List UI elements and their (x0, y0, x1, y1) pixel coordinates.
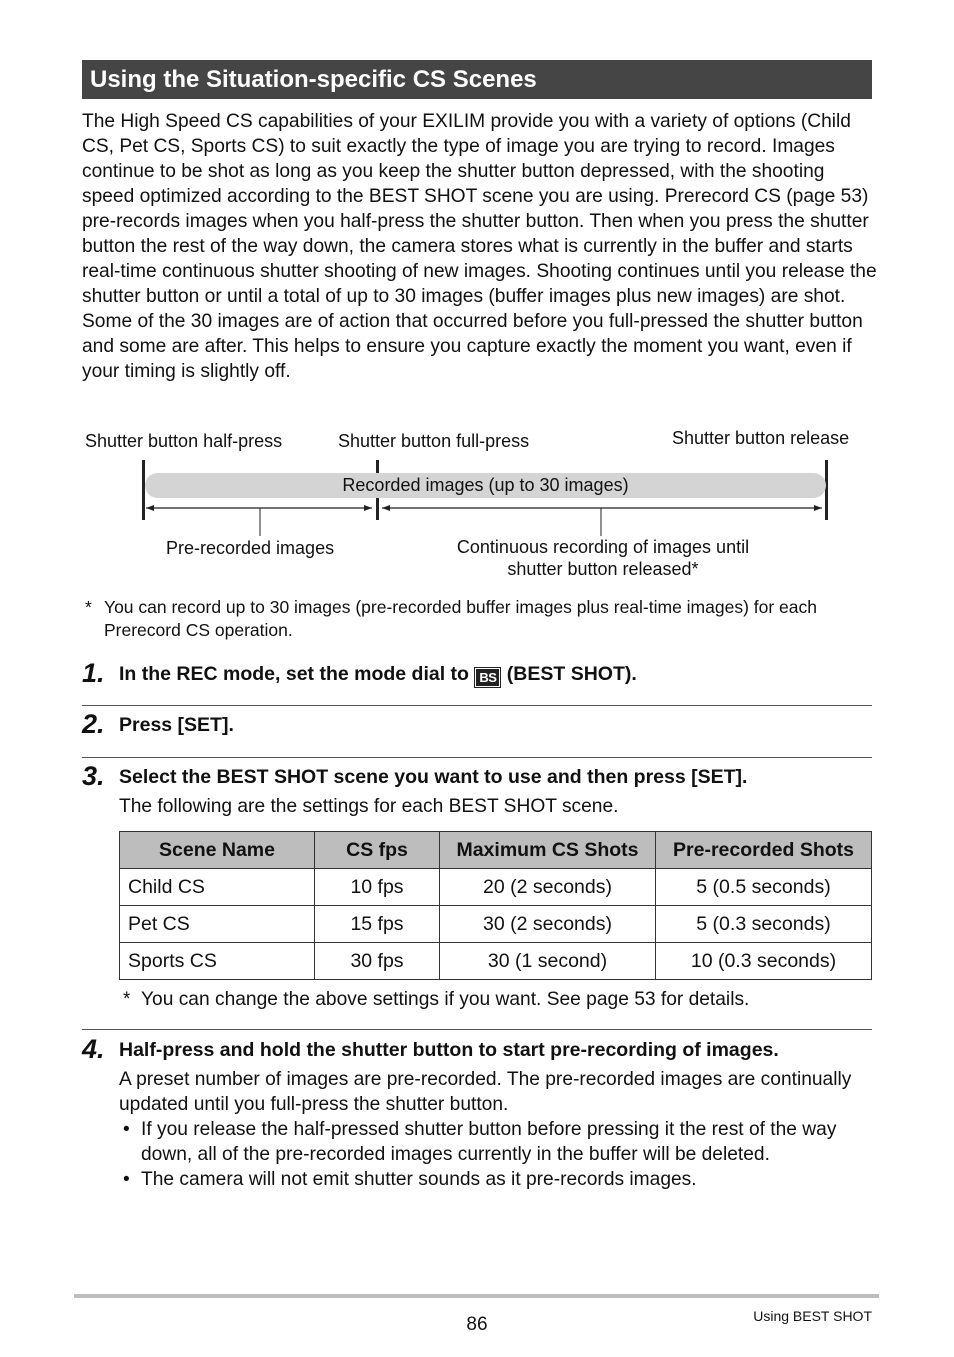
divider (82, 705, 872, 706)
step-4-text: Half-press and hold the shutter button to start pre-recording of images. (119, 1039, 779, 1061)
footer-section-name: Using BEST SHOT (753, 1308, 872, 1324)
divider (82, 757, 872, 758)
step-1-text: In the REC mode, set the mode dial to BS (BEST SHOT). (119, 663, 637, 688)
step-4-subtext: A preset number of images are pre-recorded. The pre-recorded images are continually updated until you full-press the shutter button. (119, 1069, 852, 1115)
footer-rule (74, 1294, 879, 1298)
step-1-number: 1. (82, 658, 105, 688)
table-row: Sports CS 30 fps 30 (1 second) 10 (0.3 seconds) (120, 943, 872, 980)
step-4-number: 4. (82, 1034, 105, 1064)
best-shot-icon: BS (474, 667, 501, 688)
note-asterisk: * (123, 989, 131, 1010)
label-pre-recorded: Pre-recorded images (166, 538, 335, 558)
note-asterisk: * (85, 597, 92, 617)
step-3-subtext: The following are the settings for each BEST SHOT scene. (119, 796, 619, 817)
label-release: Shutter button release (672, 428, 850, 448)
step-4-bullets (119, 1117, 877, 1192)
col-max-cs-shots: Maximum CS Shots (440, 832, 656, 869)
table-header-row (120, 832, 872, 869)
col-pre-recorded-shots: Pre-recorded Shots (656, 832, 872, 869)
step-2-text: Press [SET]. (119, 714, 234, 736)
table-row: Child CS 10 fps 20 (2 seconds) 5 (0.5 seconds) (120, 869, 872, 906)
note-change-settings: You can change the above settings if you want. See page 53 for details. (141, 989, 750, 1010)
cs-settings-table (119, 831, 872, 980)
step-3-text: Select the BEST SHOT scene you want to use and then press [SET]. (119, 766, 748, 788)
label-half-press: Shutter button half-press (85, 431, 283, 451)
table-row: Pet CS 15 fps 30 (2 seconds) 5 (0.3 seconds) (120, 906, 872, 943)
label-continuous: Continuous recording of images until shutter button released* (456, 537, 750, 579)
timeline-arrows (140, 498, 832, 538)
divider (82, 1029, 872, 1030)
recorded-images-bar: Recorded images (up to 30 images) (145, 473, 826, 498)
note-prerecord-limit: You can record up to 30 images (pre-recorded buffer images plus real-time images) for each Prerecord CS operation. (104, 597, 818, 640)
section-title: Using the Situation-specific CS Scenes (82, 60, 872, 99)
list-item: • If you release the half-pressed shutter button before pressing it the rest of the way down, all of the pre-recorded images currently in the buffer will be deleted. (119, 1117, 877, 1167)
step-2-number: 2. (82, 709, 105, 739)
list-item: • The camera will not emit shutter sounds as it pre-records images. (119, 1167, 877, 1192)
step-3-number: 3. (82, 761, 105, 791)
col-cs-fps: CS fps (315, 832, 440, 869)
col-scene-name: Scene Name (120, 832, 315, 869)
label-full-press: Shutter button full-press (338, 431, 530, 451)
intro-paragraph: The High Speed CS capabilities of your EXILIM provide you with a variety of options (Child CS, Pet CS, Sports CS) to suit exactly the type of image you are trying to record. Images continue to be shot as long as you keep the shutter button depressed, with the shooting speed optimized according to the BEST SHOT scene you are using. Prerecord CS (page 53) pre-records images when you half-press the shutter button. Then when you press the shutter button the rest of the way down, the camera stores what is currently in the buffer and starts real-time continuous shutter shooting of new images. Shooting continues until you release the shutter button or until a total of up to 30 images (buffer images plus new images) are shot. Some of the 30 images are of action that occurred before you full-pressed the shutter button and some are after. This helps to ensure you capture exactly the moment you want, even if your timing is slightly off. (82, 111, 877, 382)
page-number: 86 (466, 1314, 488, 1335)
